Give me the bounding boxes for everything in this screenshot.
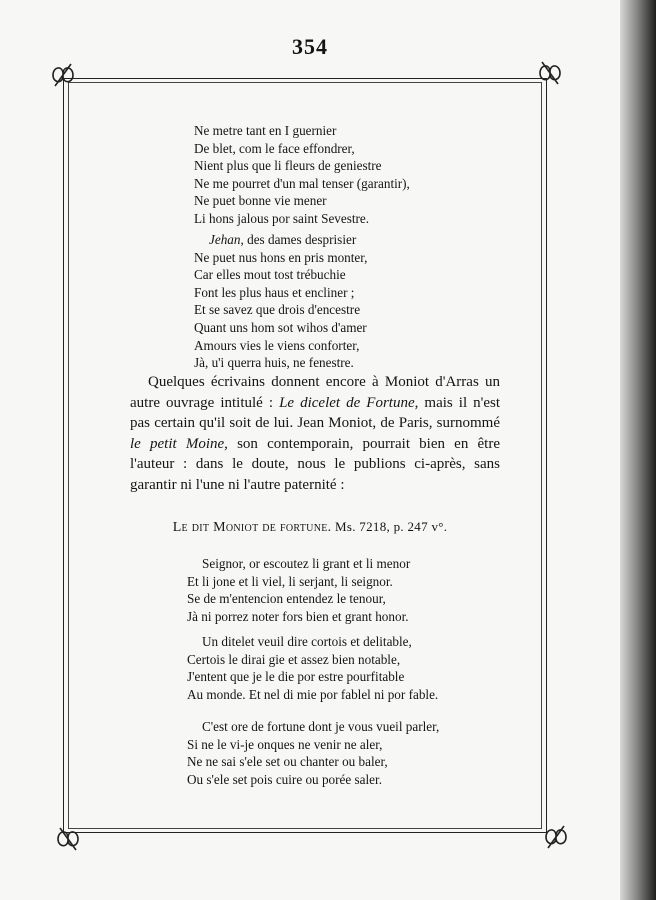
- corner-ornament-icon: [543, 824, 569, 850]
- page-edge-shadow: [620, 0, 656, 900]
- corner-ornament-icon: [537, 60, 563, 86]
- verse-line: C'est ore de fortune dont je vous vueil parler,: [202, 719, 440, 734]
- verse-line: Ne metre tant en I guernier: [194, 123, 337, 138]
- verse-stanza-3: [187, 555, 410, 625]
- verse-stanza-5: [187, 718, 439, 788]
- verse-line: Amours vies le viens conforter,: [194, 337, 360, 353]
- verse-line: Au monde. Et nel di mie por fablel ni por fable.: [187, 686, 439, 702]
- verse-line: Quant uns hom sot wihos d'amer: [194, 319, 367, 335]
- section-heading-title: Le dit Moniot de fortune.: [172, 520, 332, 535]
- verse-line: Se de m'entencion entendez le tenour,: [187, 591, 386, 607]
- verse-stanza-1: [194, 122, 410, 228]
- verse-line: Ne ne sai s'ele set ou chanter ou baler,: [187, 754, 388, 770]
- verse-line: Nient plus que li fleurs de geniestre: [194, 158, 382, 174]
- manuscript-reference: Ms. 7218, p. 247 v°.: [331, 519, 448, 534]
- work-title: Le dicelet de Fortune: [279, 394, 415, 411]
- verse-line: De blet, com le face effondrer,: [194, 140, 355, 156]
- verse-line: Li hons jalous por saint Sevestre.: [194, 210, 370, 226]
- verse-line: Ne puet bonne vie mener: [194, 193, 327, 209]
- prose-paragraph: [130, 372, 500, 496]
- verse-stanza-4: [187, 633, 438, 703]
- verse-line: Ne me pourret d'un mal tenser (garantir),: [194, 175, 410, 191]
- corner-ornament-icon: [50, 62, 76, 88]
- verse-line: Car elles mout tost trébuchie: [194, 267, 346, 283]
- verse-line: Ou s'ele set pois cuire ou porée saler.: [187, 771, 382, 787]
- verse-name: Jehan: [209, 232, 241, 247]
- prose-text: , son contemporain, pourrait bien en être l'auteur : dans le doute, nous le publions ci-après, sans garantir ni l'une ni l'autre paternité :: [130, 435, 500, 493]
- verse-line: Ne puet nus hons en pris monter,: [194, 249, 368, 265]
- verse-line: Et se savez que drois d'encestre: [194, 302, 361, 318]
- prose-text: Quelques écrivains donnent encore à Moniot d'Arras un autre ouvrage intitulé :: [130, 374, 500, 411]
- section-heading: [0, 519, 620, 536]
- verse-line-rest: , des dames desprisier: [240, 232, 357, 247]
- corner-ornament-icon: [55, 826, 81, 852]
- verse-line: Seignor, or escoutez li grant et li menor: [202, 556, 411, 571]
- page-number: 354: [292, 34, 328, 59]
- verse-line: Jà, u'i querra huis, ne fenestre.: [194, 355, 354, 371]
- verse-line: Un ditelet veuil dire cortois et delitable,: [202, 634, 412, 649]
- verse-line: Et li jone et li viel, li serjant, li seignor.: [187, 573, 393, 589]
- verse-line: Font les plus haus et encliner ;: [194, 284, 355, 300]
- verse-line: [194, 231, 367, 249]
- verse-line: J'entent que je le die por estre pourfitable: [187, 669, 405, 685]
- prose-text: , mais il n'est pas certain qu'il soit de lui. Jean Moniot, de Paris, surnommé: [130, 394, 501, 432]
- verse-line: Certois le dirai gie et assez bien notable,: [187, 651, 401, 667]
- verse-line: Si ne le vi-je onques ne venir ne aler,: [187, 736, 383, 752]
- work-title: le petit Moine: [130, 435, 225, 452]
- verse-stanza-2: [194, 231, 367, 372]
- verse-line: Jà ni porrez noter fors bien et grant honor.: [187, 608, 409, 624]
